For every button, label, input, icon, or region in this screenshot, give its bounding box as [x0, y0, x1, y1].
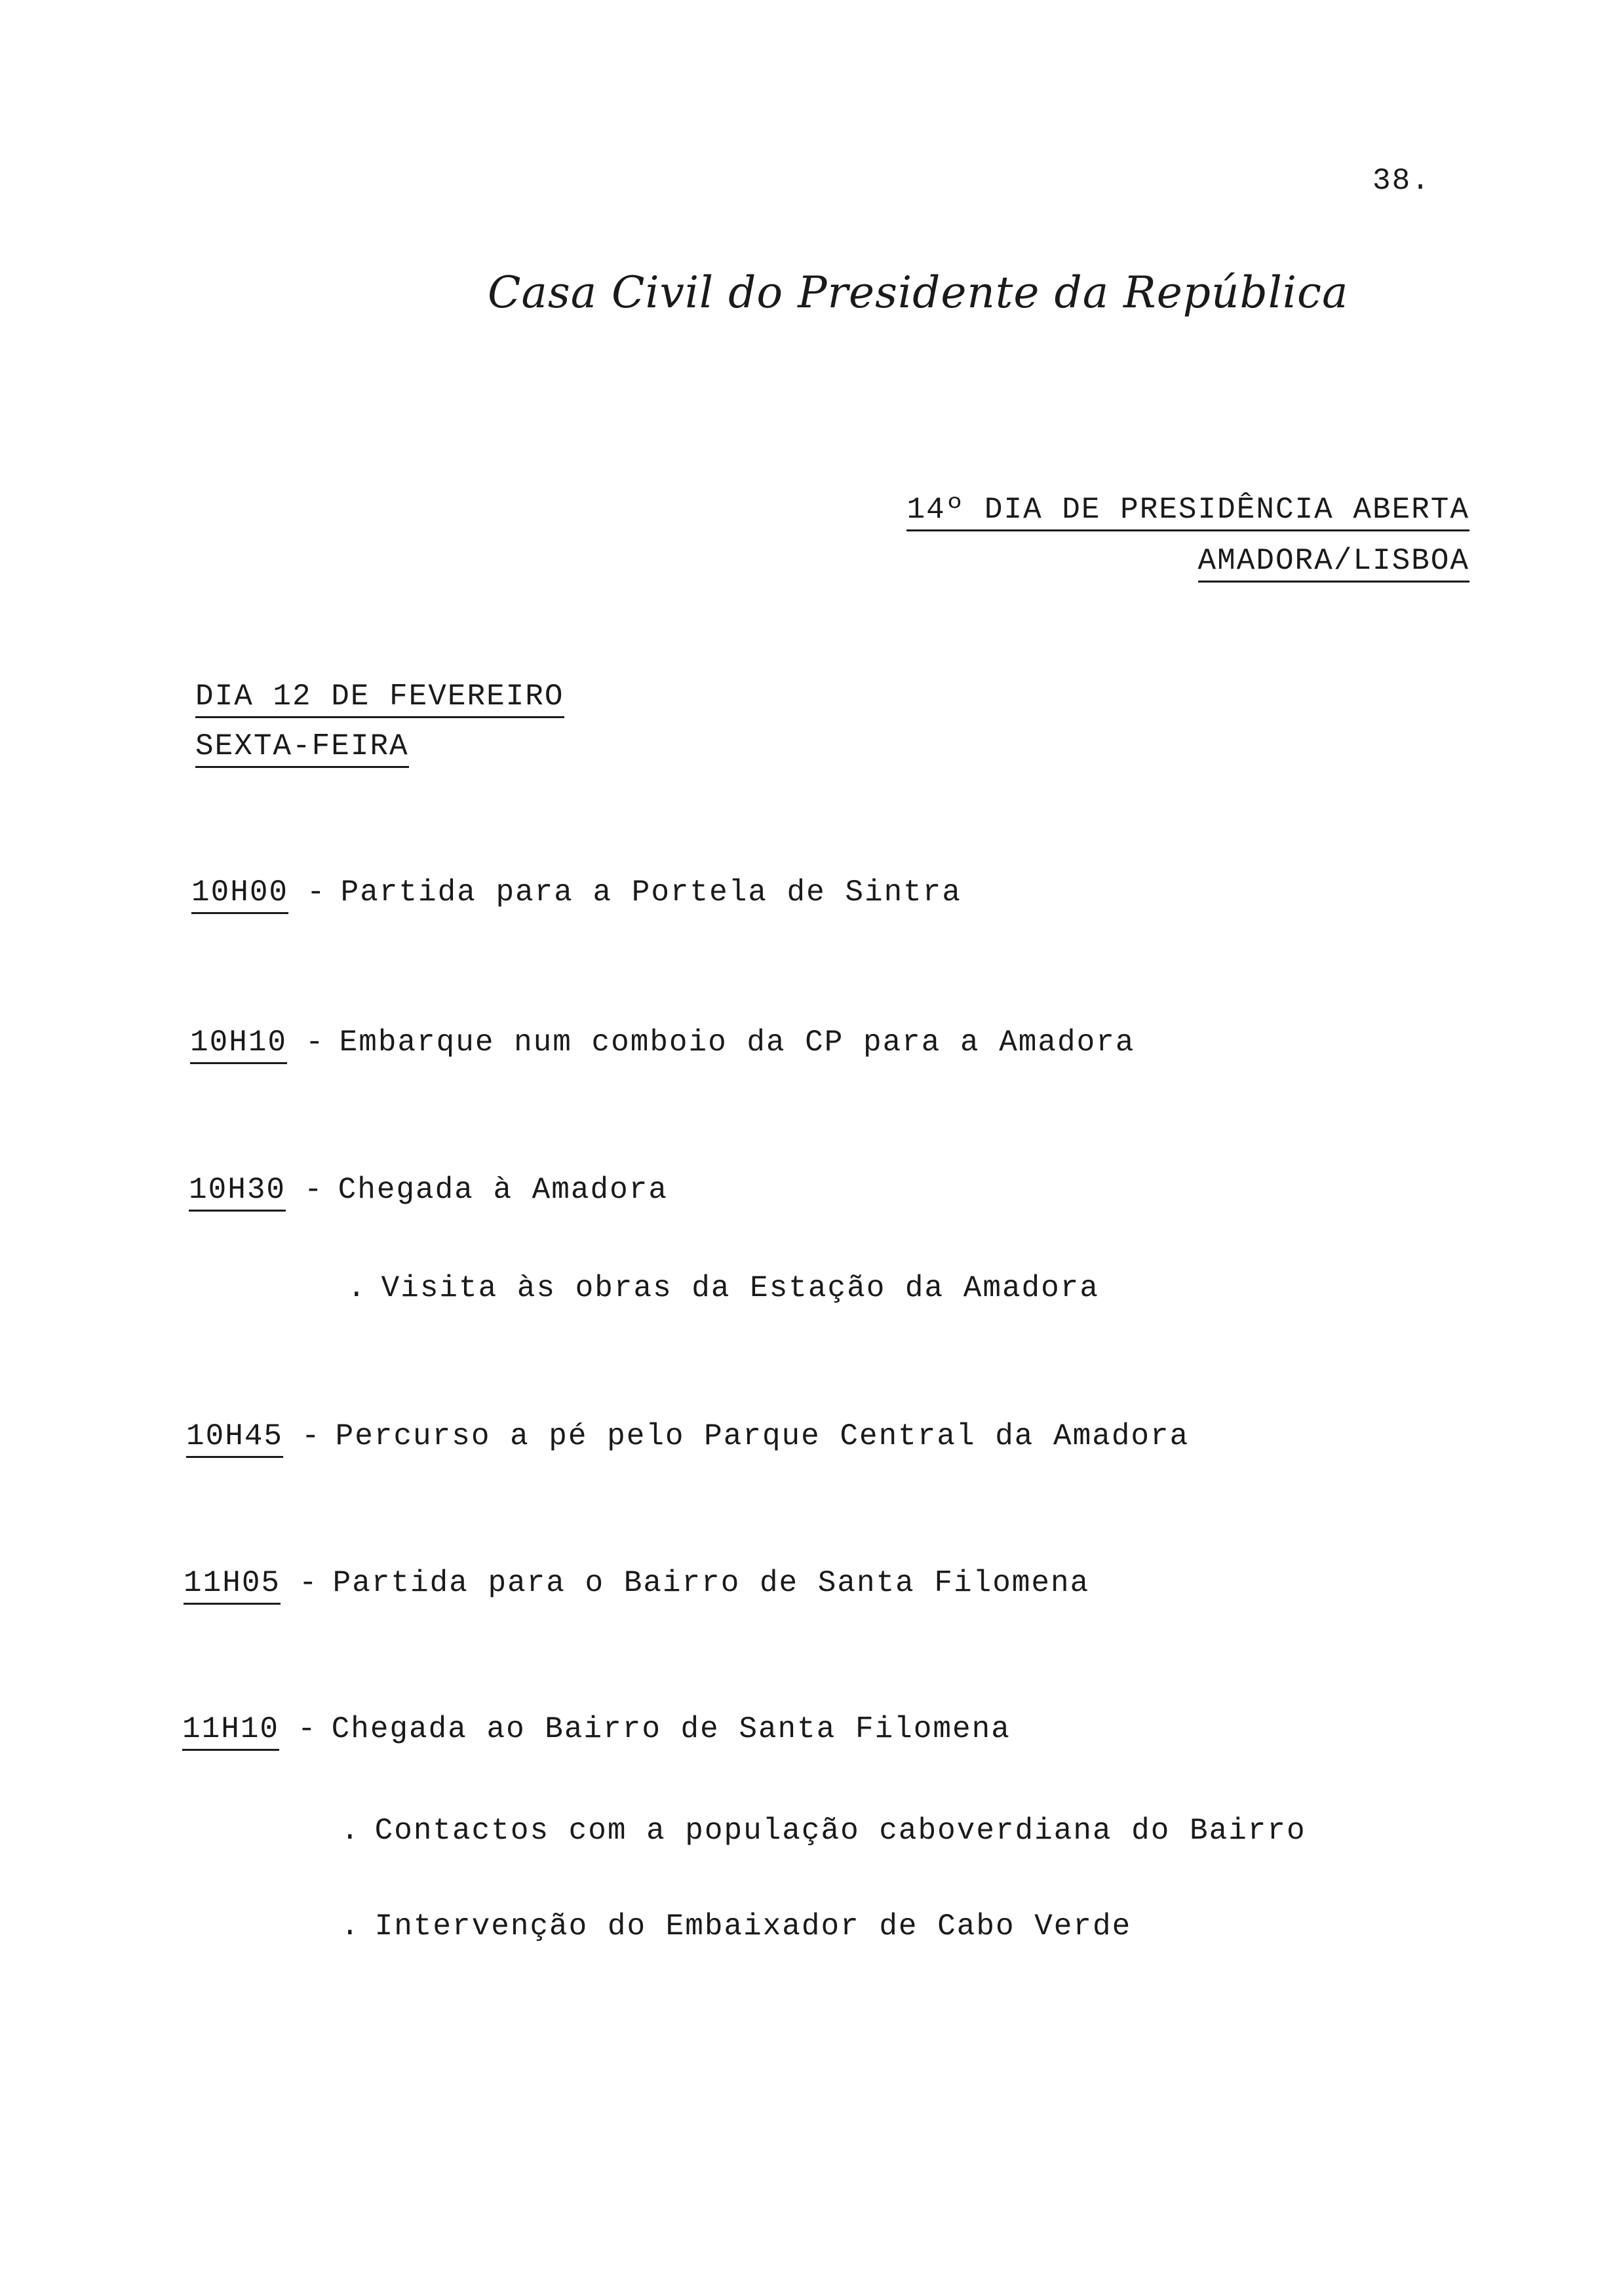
- letterhead-script: Casa Civil do Presidente da República: [488, 267, 1349, 318]
- subitem-text: Contactos com a população caboverdiana do Bairro: [374, 1814, 1306, 1848]
- subitem-text: Intervenção do Embaixador de Cabo Verde: [374, 1909, 1132, 1943]
- page-number: 38.: [1372, 164, 1431, 198]
- heading-location: AMADORA/LISBOA: [1198, 544, 1469, 583]
- bullet: .: [347, 1271, 367, 1305]
- entry-time: 11H05: [184, 1566, 281, 1605]
- entry-time: 10H45: [186, 1419, 283, 1458]
- entry-text: Partida para o Bairro de Santa Filomena: [332, 1566, 1090, 1600]
- date-weekday: SEXTA-FEIRA: [195, 729, 409, 768]
- entry-separator: -: [307, 875, 326, 909]
- date-day: DIA 12 DE FEVEREIRO: [195, 679, 564, 718]
- entry-separator: -: [302, 1419, 321, 1453]
- schedule-entry: [186, 1419, 1189, 1453]
- entry-time: 11H10: [182, 1712, 279, 1751]
- entry-time: 10H00: [191, 875, 288, 914]
- entry-text: Partida para a Portela de Sintra: [340, 875, 962, 909]
- bullet: .: [341, 1814, 360, 1848]
- heading-title: 14º DIA DE PRESIDÊNCIA ABERTA: [906, 493, 1469, 531]
- schedule-entry: [190, 1025, 1135, 1060]
- entry-time: 10H10: [190, 1025, 287, 1064]
- entry-time: 10H30: [189, 1173, 286, 1212]
- entry-separator: -: [298, 1712, 317, 1746]
- entry-text: Percurso a pé pelo Parque Central da Amadora: [335, 1419, 1190, 1453]
- schedule-entry: [182, 1712, 1011, 1746]
- entry-text: Embarque num comboio da CP para a Amadora: [339, 1025, 1135, 1060]
- schedule-subitem: [341, 1909, 1131, 1943]
- schedule-subitem: [341, 1814, 1306, 1848]
- entry-text: Chegada ao Bairro de Santa Filomena: [331, 1712, 1011, 1746]
- entry-text: Chegada à Amadora: [338, 1173, 668, 1207]
- entry-separator: -: [299, 1566, 319, 1600]
- subitem-text: Visita às obras da Estação da Amadora: [381, 1271, 1099, 1305]
- schedule-subitem: [347, 1271, 1099, 1305]
- bullet: .: [341, 1909, 360, 1943]
- schedule-entry: [184, 1566, 1089, 1600]
- schedule-entry: [189, 1173, 668, 1207]
- entry-separator: -: [304, 1173, 324, 1207]
- entry-separator: -: [305, 1025, 325, 1060]
- schedule-entry: [191, 875, 962, 909]
